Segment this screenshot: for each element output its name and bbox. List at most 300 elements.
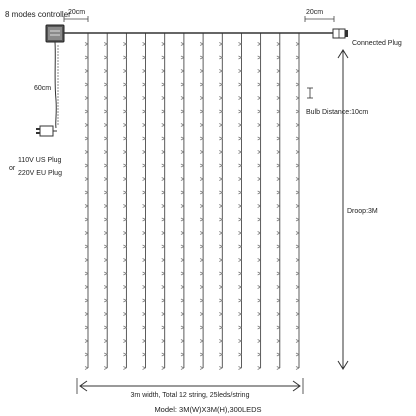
led-bulb	[200, 70, 203, 73]
led-bulb	[181, 191, 184, 194]
led-bulb	[200, 286, 203, 289]
led-bulb	[238, 218, 241, 221]
light-string	[85, 33, 88, 370]
led-bulb	[296, 151, 299, 154]
led-bulb	[258, 43, 261, 46]
led-bulb	[123, 191, 126, 194]
led-bulb	[123, 83, 126, 86]
led-bulb	[104, 56, 107, 59]
led-bulb	[162, 353, 165, 356]
led-bulb	[277, 218, 280, 221]
led-bulb	[277, 340, 280, 343]
led-bulb	[85, 313, 88, 316]
led-bulb	[123, 326, 126, 329]
led-bulb	[85, 110, 88, 113]
light-string	[200, 33, 203, 370]
led-bulb	[219, 164, 222, 167]
led-bulb	[277, 137, 280, 140]
led-bulb	[162, 97, 165, 100]
led-bulb	[181, 326, 184, 329]
light-string	[296, 33, 299, 370]
led-bulb	[219, 124, 222, 127]
led-bulb	[181, 164, 184, 167]
led-bulb	[143, 43, 146, 46]
bulb-distance-marker	[307, 88, 313, 98]
led-bulb	[143, 326, 146, 329]
led-bulb	[219, 326, 222, 329]
led-bulb	[277, 205, 280, 208]
led-bulb	[181, 70, 184, 73]
led-bulb	[143, 110, 146, 113]
led-bulb	[219, 218, 222, 221]
led-bulb	[296, 164, 299, 167]
led-bulb	[143, 218, 146, 221]
led-bulb	[104, 164, 107, 167]
led-bulb	[277, 124, 280, 127]
led-bulb	[219, 259, 222, 262]
led-bulb	[181, 299, 184, 302]
led-bulb	[277, 232, 280, 235]
led-bulb	[238, 205, 241, 208]
led-bulb	[123, 218, 126, 221]
led-bulb	[85, 326, 88, 329]
led-bulb	[238, 286, 241, 289]
led-bulb	[258, 205, 261, 208]
led-bulb	[277, 56, 280, 59]
led-bulb	[238, 137, 241, 140]
led-bulb	[104, 232, 107, 235]
led-bulb	[258, 326, 261, 329]
led-bulb	[200, 259, 203, 262]
bulb-distance-label: Bulb Distance:10cm	[306, 109, 369, 116]
led-bulb	[296, 97, 299, 100]
led-bulb	[181, 43, 184, 46]
led-bulb	[123, 137, 126, 140]
led-bulb	[258, 178, 261, 181]
led-bulb	[181, 245, 184, 248]
led-bulb	[296, 124, 299, 127]
led-bulb	[162, 178, 165, 181]
led-bulb	[143, 205, 146, 208]
led-bulb	[85, 178, 88, 181]
led-bulb	[123, 124, 126, 127]
led-bulb	[162, 56, 165, 59]
led-bulb	[181, 259, 184, 262]
led-bulb	[162, 286, 165, 289]
led-bulb	[104, 205, 107, 208]
led-bulb	[296, 367, 299, 370]
led-bulb	[85, 43, 88, 46]
led-bulb	[277, 286, 280, 289]
led-bulb	[181, 353, 184, 356]
led-bulb	[123, 110, 126, 113]
led-bulb	[277, 151, 280, 154]
led-bulb	[258, 259, 261, 262]
led-bulb	[123, 205, 126, 208]
led-bulb	[219, 43, 222, 46]
led-bulb	[238, 97, 241, 100]
droop-label: Droop:3M	[347, 208, 378, 215]
led-bulb	[238, 124, 241, 127]
led-bulb	[238, 178, 241, 181]
plug-option-us: 110V US Plug	[18, 157, 62, 164]
led-bulb	[85, 137, 88, 140]
led-bulb	[85, 83, 88, 86]
led-bulb	[143, 137, 146, 140]
led-bulb	[162, 151, 165, 154]
led-bulb	[258, 299, 261, 302]
led-bulb	[104, 124, 107, 127]
led-bulb	[162, 205, 165, 208]
led-bulb	[258, 164, 261, 167]
led-bulb	[123, 259, 126, 262]
led-bulb	[104, 151, 107, 154]
led-bulb	[104, 70, 107, 73]
led-bulb	[123, 272, 126, 275]
led-bulb	[181, 205, 184, 208]
led-bulb	[85, 164, 88, 167]
led-bulb	[258, 367, 261, 370]
led-bulb	[200, 367, 203, 370]
led-bulb	[219, 245, 222, 248]
led-bulb	[200, 97, 203, 100]
light-string	[104, 33, 107, 370]
led-bulb	[162, 164, 165, 167]
led-bulb	[85, 259, 88, 262]
led-bulb	[123, 232, 126, 235]
led-bulb	[123, 70, 126, 73]
led-bulb	[258, 110, 261, 113]
led-bulb	[123, 43, 126, 46]
left-lead-length: 20cm	[68, 9, 86, 16]
led-bulb	[238, 272, 241, 275]
connected-plug-icon	[333, 29, 348, 38]
led-bulb	[200, 178, 203, 181]
led-bulb	[238, 326, 241, 329]
led-bulb	[85, 353, 88, 356]
led-bulb	[200, 299, 203, 302]
led-bulb	[219, 178, 222, 181]
led-bulb	[277, 97, 280, 100]
led-bulb	[162, 83, 165, 86]
led-bulb	[181, 83, 184, 86]
led-bulb	[296, 110, 299, 113]
led-bulb	[219, 286, 222, 289]
led-bulb	[219, 313, 222, 316]
led-bulb	[143, 151, 146, 154]
led-bulb	[162, 191, 165, 194]
led-bulb	[85, 97, 88, 100]
led-bulb	[162, 340, 165, 343]
led-bulb	[238, 299, 241, 302]
led-bulb	[277, 83, 280, 86]
led-bulb	[143, 178, 146, 181]
led-bulb	[277, 245, 280, 248]
led-bulb	[85, 272, 88, 275]
led-bulb	[296, 83, 299, 86]
led-bulb	[219, 137, 222, 140]
led-bulb	[104, 286, 107, 289]
led-bulb	[85, 232, 88, 235]
connected-plug-label: Connected Plug	[352, 40, 402, 47]
led-bulb	[219, 367, 222, 370]
led-bulb	[296, 340, 299, 343]
led-bulb	[104, 191, 107, 194]
led-bulb	[238, 191, 241, 194]
led-bulb	[200, 124, 203, 127]
led-bulb	[258, 124, 261, 127]
led-bulb	[200, 272, 203, 275]
led-bulb	[162, 232, 165, 235]
led-bulb	[296, 43, 299, 46]
led-bulb	[143, 340, 146, 343]
led-bulb	[85, 299, 88, 302]
led-bulb	[143, 286, 146, 289]
led-bulb	[123, 151, 126, 154]
controller-cable	[55, 42, 56, 128]
led-bulb	[258, 232, 261, 235]
led-bulb	[123, 178, 126, 181]
led-bulb	[296, 218, 299, 221]
led-bulb	[85, 367, 88, 370]
led-bulb	[104, 259, 107, 262]
led-bulb	[85, 286, 88, 289]
led-bulb	[200, 326, 203, 329]
led-bulb	[258, 151, 261, 154]
led-bulb	[162, 43, 165, 46]
led-bulb	[85, 124, 88, 127]
led-bulb	[123, 367, 126, 370]
led-bulb	[296, 272, 299, 275]
led-bulb	[258, 218, 261, 221]
width-label: 3m width, Total 12 string, 25leds/string	[130, 392, 250, 399]
led-bulb	[258, 56, 261, 59]
led-bulb	[296, 286, 299, 289]
led-bulb	[162, 124, 165, 127]
led-bulb	[123, 340, 126, 343]
led-bulb	[258, 137, 261, 140]
wall-plug-icon	[36, 126, 57, 136]
led-bulb	[162, 245, 165, 248]
led-bulb	[104, 340, 107, 343]
led-bulb	[238, 313, 241, 316]
light-string	[238, 33, 241, 370]
led-bulb	[143, 259, 146, 262]
controller-label: 8 modes controller	[5, 10, 71, 19]
led-bulb	[200, 151, 203, 154]
led-bulb	[104, 43, 107, 46]
light-string	[258, 33, 261, 370]
led-bulb	[181, 286, 184, 289]
led-bulb	[200, 43, 203, 46]
led-bulb	[143, 272, 146, 275]
right-lead-dimension	[305, 16, 334, 22]
led-bulb	[200, 110, 203, 113]
led-bulb	[238, 245, 241, 248]
led-bulb	[277, 110, 280, 113]
led-bulb	[277, 191, 280, 194]
led-bulb	[143, 191, 146, 194]
led-bulb	[258, 272, 261, 275]
led-bulb	[104, 353, 107, 356]
led-bulb	[200, 340, 203, 343]
led-bulb	[277, 164, 280, 167]
led-bulb	[258, 286, 261, 289]
led-bulb	[296, 137, 299, 140]
led-bulb	[123, 245, 126, 248]
led-bulb	[181, 97, 184, 100]
led-bulb	[181, 178, 184, 181]
led-bulb	[85, 218, 88, 221]
led-bulb	[162, 137, 165, 140]
led-bulb	[296, 259, 299, 262]
led-bulb	[238, 367, 241, 370]
led-bulb	[104, 83, 107, 86]
led-bulb	[143, 97, 146, 100]
led-bulb	[181, 56, 184, 59]
led-bulb	[277, 367, 280, 370]
led-bulb	[123, 97, 126, 100]
led-bulb	[296, 205, 299, 208]
light-string	[277, 33, 280, 370]
led-bulb	[200, 232, 203, 235]
led-bulb	[181, 367, 184, 370]
led-bulb	[296, 353, 299, 356]
led-bulb	[200, 245, 203, 248]
led-bulb	[123, 56, 126, 59]
led-bulb	[104, 299, 107, 302]
led-bulb	[181, 124, 184, 127]
led-bulb	[258, 353, 261, 356]
led-bulb	[296, 178, 299, 181]
led-bulb	[296, 70, 299, 73]
led-bulb	[104, 272, 107, 275]
led-bulb	[123, 313, 126, 316]
led-bulb	[181, 340, 184, 343]
led-bulb	[219, 340, 222, 343]
led-bulb	[85, 191, 88, 194]
led-bulb	[143, 164, 146, 167]
controller-box	[46, 25, 64, 42]
light-strings	[85, 33, 299, 370]
led-bulb	[219, 110, 222, 113]
led-bulb	[123, 286, 126, 289]
led-bulb	[258, 83, 261, 86]
led-bulb	[296, 191, 299, 194]
plug-or-label: or	[9, 165, 16, 172]
led-bulb	[277, 259, 280, 262]
light-string	[123, 33, 126, 370]
led-bulb	[219, 191, 222, 194]
led-bulb	[181, 137, 184, 140]
led-bulb	[85, 205, 88, 208]
led-bulb	[104, 137, 107, 140]
led-bulb	[162, 313, 165, 316]
led-bulb	[296, 326, 299, 329]
led-bulb	[181, 313, 184, 316]
light-string	[219, 33, 222, 370]
led-bulb	[238, 353, 241, 356]
led-bulb	[143, 245, 146, 248]
led-bulb	[258, 97, 261, 100]
led-bulb	[200, 56, 203, 59]
light-string	[181, 33, 184, 370]
led-bulb	[181, 218, 184, 221]
led-bulb	[219, 272, 222, 275]
led-bulb	[200, 313, 203, 316]
led-bulb	[162, 110, 165, 113]
led-bulb	[258, 245, 261, 248]
led-bulb	[143, 56, 146, 59]
led-bulb	[200, 191, 203, 194]
led-bulb	[104, 245, 107, 248]
led-bulb	[162, 218, 165, 221]
led-bulb	[162, 326, 165, 329]
led-bulb	[219, 205, 222, 208]
led-bulb	[258, 70, 261, 73]
led-bulb	[277, 70, 280, 73]
led-bulb	[238, 110, 241, 113]
led-bulb	[277, 313, 280, 316]
led-bulb	[277, 326, 280, 329]
led-bulb	[238, 340, 241, 343]
led-bulb	[104, 178, 107, 181]
led-bulb	[219, 151, 222, 154]
led-bulb	[143, 124, 146, 127]
led-bulb	[104, 218, 107, 221]
led-bulb	[123, 164, 126, 167]
led-bulb	[104, 326, 107, 329]
led-bulb	[238, 43, 241, 46]
led-bulb	[219, 353, 222, 356]
led-bulb	[181, 110, 184, 113]
led-bulb	[85, 245, 88, 248]
led-bulb	[238, 83, 241, 86]
led-bulb	[296, 313, 299, 316]
led-bulb	[219, 83, 222, 86]
model-label: Model: 3M(W)X3M(H),300LEDS	[154, 405, 262, 414]
led-bulb	[238, 70, 241, 73]
led-bulb	[104, 110, 107, 113]
led-bulb	[200, 164, 203, 167]
led-bulb	[219, 299, 222, 302]
led-bulb	[143, 70, 146, 73]
led-bulb	[200, 137, 203, 140]
led-bulb	[162, 299, 165, 302]
led-bulb	[277, 43, 280, 46]
led-bulb	[162, 367, 165, 370]
led-bulb	[219, 70, 222, 73]
led-bulb	[238, 151, 241, 154]
led-bulb	[219, 56, 222, 59]
led-bulb	[296, 232, 299, 235]
led-bulb	[104, 313, 107, 316]
led-bulb	[200, 218, 203, 221]
led-bulb	[162, 70, 165, 73]
led-bulb	[258, 191, 261, 194]
plug-option-eu: 220V EU Plug	[18, 170, 62, 177]
led-bulb	[238, 164, 241, 167]
led-bulb	[181, 151, 184, 154]
led-bulb	[258, 340, 261, 343]
led-bulb	[85, 151, 88, 154]
led-bulb	[296, 245, 299, 248]
led-bulb	[143, 313, 146, 316]
right-lead-length: 20cm	[306, 9, 324, 16]
led-bulb	[181, 232, 184, 235]
led-bulb	[85, 56, 88, 59]
led-bulb	[277, 272, 280, 275]
